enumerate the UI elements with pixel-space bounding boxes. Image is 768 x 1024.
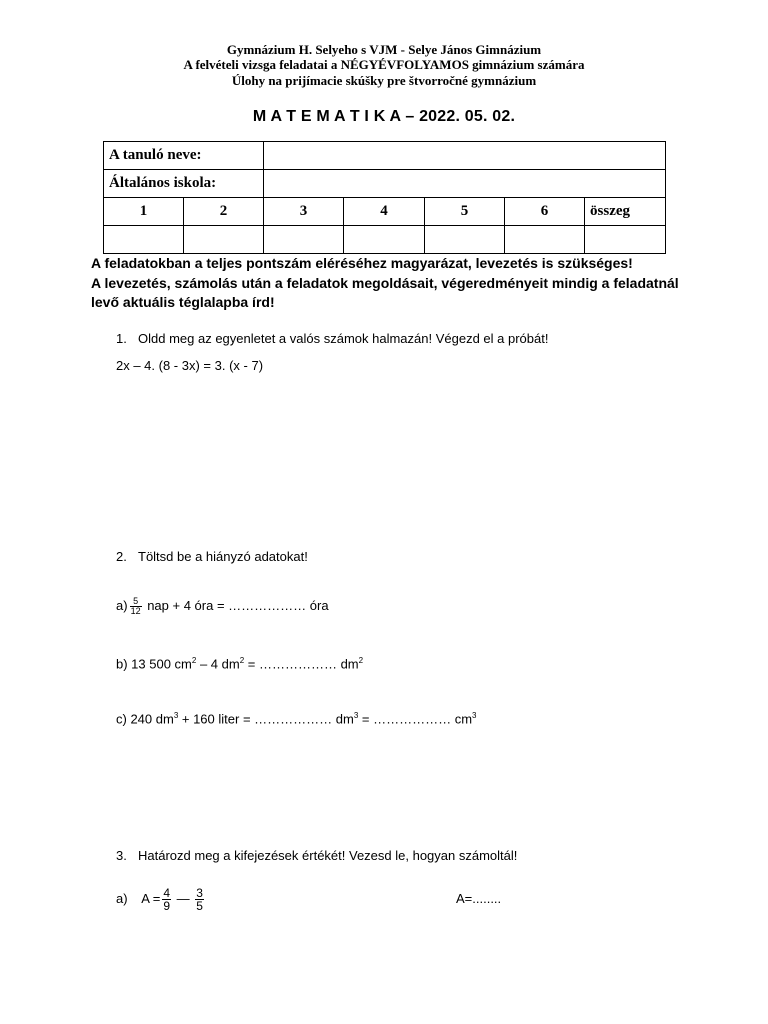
- task2-a-label: a): [116, 597, 128, 613]
- task2-b-text: – 4 dm: [196, 656, 240, 672]
- task2-c: [116, 711, 477, 726]
- task2-b: [116, 656, 363, 671]
- instruction-line: A feladatokban a teljes pontszám eléréséhez magyarázat, levezetés is szükséges!: [91, 255, 633, 271]
- score-header: 5: [425, 198, 505, 226]
- task2-c-text: + 160 liter = ……………… dm: [178, 711, 354, 727]
- school-name: Gymnázium H. Selyeho s VJM - Selye János Gimnázium: [226, 42, 542, 57]
- exponent: 3: [353, 711, 359, 720]
- fraction-denominator: 12: [130, 606, 141, 616]
- task1-text: Oldd meg az egyenletet a valós számok halmazán! Végezd el a próbát!: [138, 331, 549, 346]
- exponent: 3: [173, 711, 179, 720]
- task3-number: 3.: [116, 848, 127, 863]
- school-field[interactable]: [264, 170, 666, 198]
- task2-number: 2.: [116, 549, 127, 564]
- fraction: [162, 887, 171, 912]
- task1-equation: 2x – 4. (8 - 3x) = 3. (x - 7): [116, 358, 264, 373]
- fraction-denominator: 9: [163, 899, 171, 913]
- score-header: 1: [104, 198, 184, 226]
- task2-c-text: = ……………… cm: [358, 711, 473, 727]
- score-cell[interactable]: [264, 226, 344, 254]
- score-header: 3: [264, 198, 344, 226]
- exam-subtitle-sk: Úlohy na prijímacie skúšky pre štvorročné gymnázium: [231, 73, 537, 88]
- score-cell[interactable]: [104, 226, 184, 254]
- score-header: 2: [184, 198, 264, 226]
- task3-text: Határozd meg a kifejezések értékét! Vezesd le, hogyan számoltál!: [138, 848, 518, 863]
- task2-c-text: c) 240 dm: [116, 711, 174, 727]
- score-header: 4: [344, 198, 425, 226]
- task2-text: Töltsd be a hiányzó adatokat!: [138, 549, 308, 564]
- exponent: 3: [472, 711, 477, 720]
- fraction-numerator: 5: [130, 597, 142, 607]
- task1-number: 1.: [116, 331, 127, 346]
- fraction-numerator: 4: [163, 886, 171, 900]
- minus-sign: —: [176, 890, 190, 906]
- score-cell[interactable]: [344, 226, 425, 254]
- score-cell[interactable]: [505, 226, 585, 254]
- task3-a: [116, 887, 206, 912]
- task3-a-label: a): [116, 890, 128, 906]
- fraction-numerator: 3: [196, 886, 203, 900]
- exponent: 2: [358, 656, 364, 665]
- score-header: összeg: [585, 198, 666, 226]
- task2-b-text: b) 13 500 cm: [116, 656, 192, 672]
- score-cell[interactable]: [184, 226, 264, 254]
- score-header: 6: [505, 198, 585, 226]
- fraction: [195, 887, 204, 912]
- fraction-denominator: 5: [196, 899, 203, 913]
- instructions: [91, 254, 691, 313]
- task2-a-text: nap + 4 óra = ……………… óra: [147, 597, 329, 613]
- school-label: Általános iskola:: [104, 170, 264, 198]
- fraction: [130, 597, 142, 616]
- exponent: 2: [191, 656, 197, 665]
- page-title: M A T E M A T I K A – 2022. 05. 02.: [252, 108, 516, 125]
- task2-a: [116, 597, 329, 616]
- task3-a-lhs: A =: [141, 890, 161, 906]
- score-cell[interactable]: [425, 226, 505, 254]
- student-info-table: [103, 141, 666, 254]
- instruction-line: A levezetés, számolás után a feladatok megoldásait, végeredményeit mindig a feladatnál levő aktuális téglalapba írd!: [91, 274, 679, 310]
- student-name-field[interactable]: [264, 142, 666, 170]
- student-name-label: A tanuló neve:: [104, 142, 264, 170]
- task2-b-text: = ……………… dm: [244, 656, 359, 672]
- exponent: 2: [239, 656, 245, 665]
- score-cell[interactable]: [585, 226, 666, 254]
- task3-answer: A=........: [456, 891, 502, 906]
- exam-subtitle-hu: A felvételi vizsga feladatai a NÉGYÉVFOLYAMOS gimnázium számára: [183, 57, 585, 72]
